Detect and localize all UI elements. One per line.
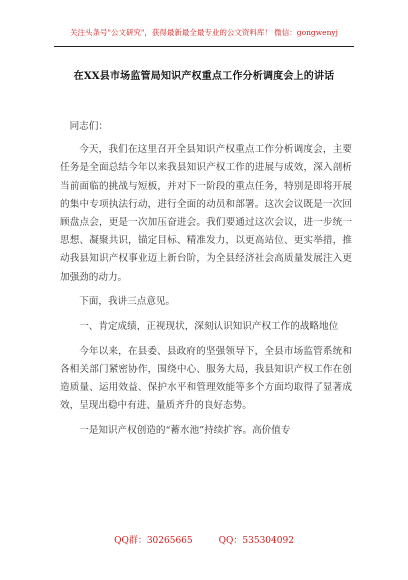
paragraph-outline: 下面，我讲三点意见。 bbox=[79, 296, 176, 308]
document-body bbox=[60, 118, 352, 447]
paragraph-point-1: 一是知识产权创造的“蓄水池”持续扩容。高价值专 bbox=[79, 425, 291, 437]
header-notice: 关注头条号"公文研究"，获得最新最全最专业的公文资料库！ 微信：gongwenyj bbox=[70, 28, 338, 37]
document-title: 在XX县市场监管局知识产权重点工作分析调度会上的讲话 bbox=[73, 71, 335, 82]
section-heading-1: 一、肯定成绩，正视现状，深刻认识知识产权工作的战略地位 bbox=[79, 321, 339, 333]
greeting: 同志们： bbox=[69, 121, 108, 132]
footer-qq-group: QQ群：30265665 bbox=[114, 536, 193, 546]
footer-contact bbox=[0, 533, 408, 546]
header-divider bbox=[54, 46, 354, 47]
paragraph-intro: 今天，我们在这里召开全县知识产权重点工作分析调度会，主要任务是全面总结今年以来我县知识产权工作的进展与成效，深入剖析当前面临的挑战与短板，并对下一阶段的重点任务，特别是即将开展的集中专项执法行动，进行全面的动员和部署。这次会议既是一次回顾盘点会，更是一次加压奋进会。我们要通过这次会议，进一步统一思想、凝聚共识，锚定目标、精准发力，以更高站位、更实举措，推动我县知识产权事业迈上新台阶，为全县经济社会高质量发展注入更加强劲的动力。 bbox=[60, 144, 352, 283]
paragraph-achievements: 今年以来，在县委、县政府的坚强领导下，全县市场监管系统和各相关部门紧密协作，围绕中心、服务大局，我县知识产权工作在创造质量、运用效益、保护水平和管理效能等多个方面均取得了显著成效，呈现出稳中有进、量质齐升的良好态势。 bbox=[60, 345, 352, 412]
footer-qq: QQ：535304092 bbox=[218, 536, 294, 546]
